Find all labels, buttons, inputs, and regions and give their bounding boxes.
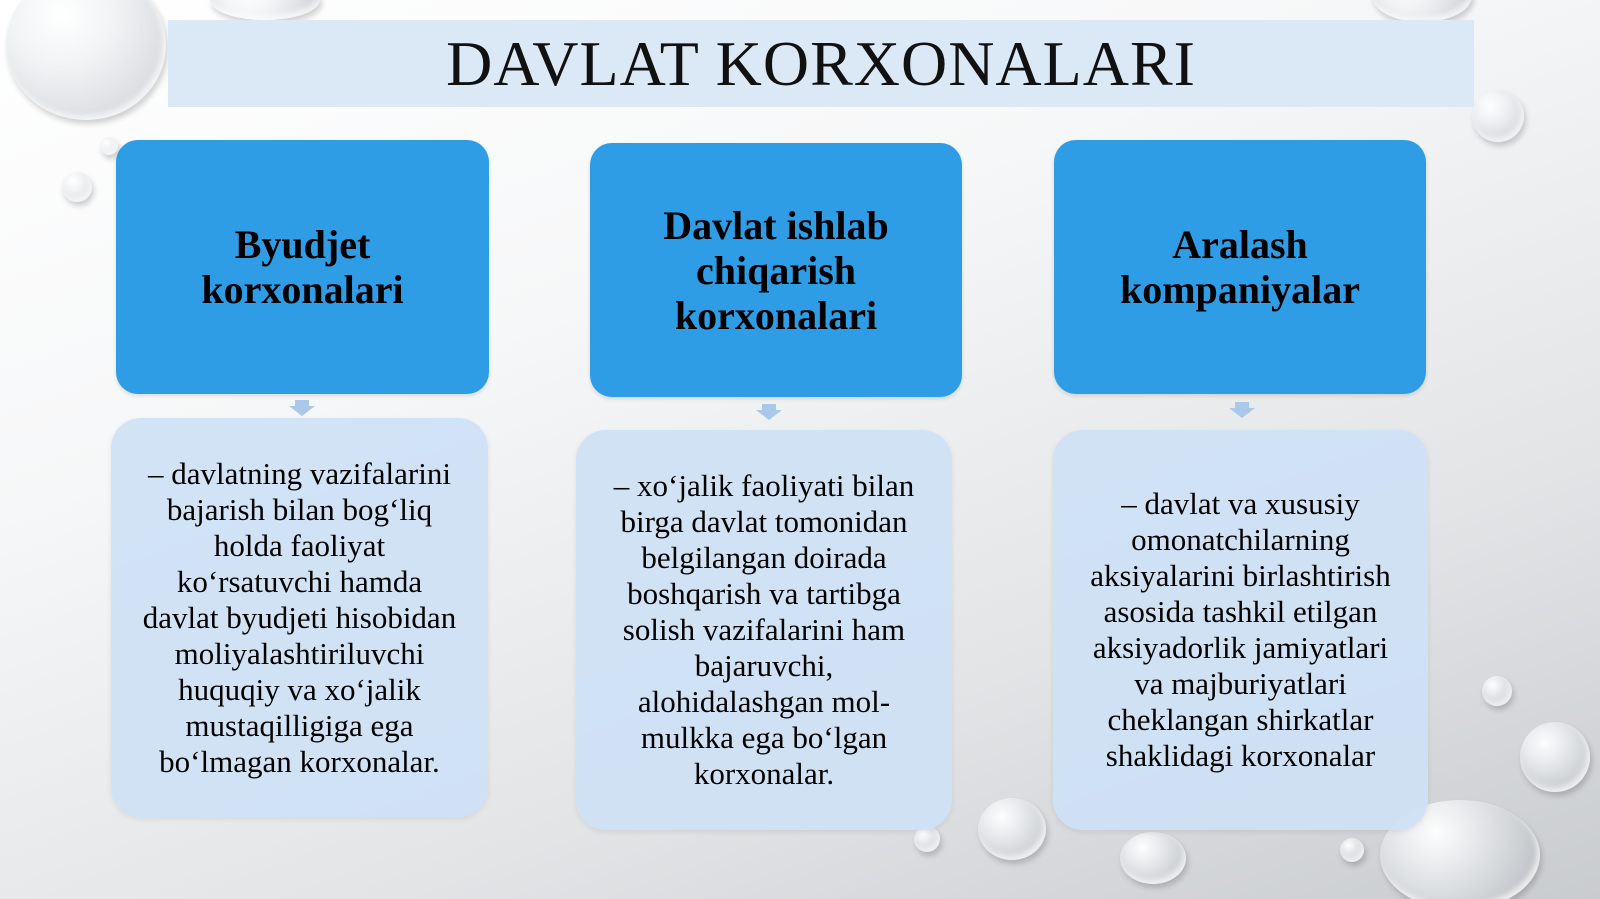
heading-label: Aralash kompaniyalar [1119, 222, 1361, 312]
water-drop-icon [1472, 90, 1524, 142]
description-box-aralash [1053, 430, 1428, 830]
water-drop-icon [62, 172, 92, 202]
heading-label: Davlat ishlab chiqarish korxonalari [663, 202, 889, 338]
down-arrow-icon [1229, 408, 1255, 418]
water-drop-icon [1120, 832, 1186, 884]
water-drop-icon [1340, 838, 1364, 862]
water-drop-icon [1520, 722, 1590, 792]
description-text: – davlatning vazifalarini bajarish bilan bog‘liq holda faoliyat ko‘rsatuvchi hamda davlat byudjeti hisobidan moliyalashtiriluvchi huquqiy va xo‘jalik mustaqilligiga ega bo‘lmagan korxonalar. [142, 455, 457, 779]
heading-label: Byudjet korxonalari [201, 222, 404, 312]
water-drop-icon [1482, 676, 1512, 706]
water-drop-icon [100, 137, 118, 155]
heading-box-aralash [1054, 140, 1426, 394]
heading-box-davlat-ishlab [590, 143, 962, 397]
water-drop-icon [210, 0, 320, 20]
description-text: – davlat va xususiy omonatchilarning aksiyalarini birlashtirish asosida tashkil etilgan aksiyadorlik jamiyatlari va majburiyatlari cheklangan shirkatlar shaklidagi korxonalar [1090, 486, 1391, 773]
water-drop-icon [1372, 0, 1472, 22]
down-arrow-icon [756, 410, 782, 420]
description-box-byudjet [111, 418, 488, 817]
slide-title: DAVLAT KORXONALARI [446, 27, 1196, 99]
heading-box-byudjet [116, 140, 489, 394]
water-drop-icon [6, 0, 166, 120]
water-drop-icon [978, 798, 1046, 860]
description-box-davlat-ishlab [576, 430, 952, 830]
description-text: – xo‘jalik faoliyati bilan birga davlat tomonidan belgilangan doirada boshqarish va tartibga solish vazifalarini ham bajaruvchi, alohidalashgan mol- mulkka ega bo‘lgan korxonalar. [613, 468, 915, 791]
title-bar [168, 20, 1474, 107]
down-arrow-icon [289, 406, 315, 416]
